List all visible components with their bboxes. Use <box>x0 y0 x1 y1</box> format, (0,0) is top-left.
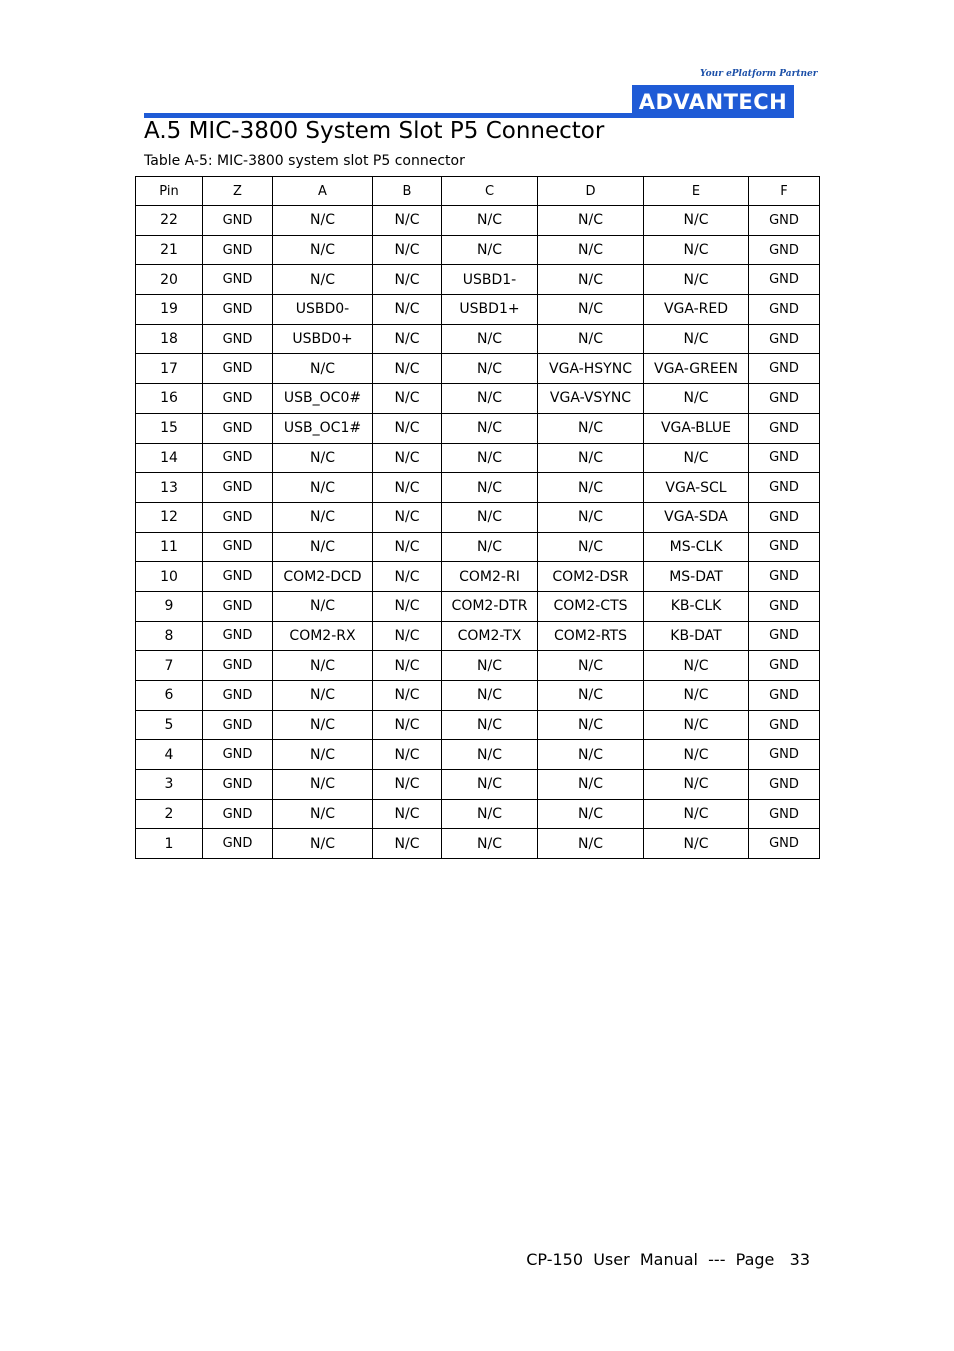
table-cell: N/C <box>442 710 538 740</box>
table-header-row <box>136 177 820 206</box>
table-cell: GND <box>203 235 273 265</box>
table-cell: GND <box>749 384 820 414</box>
table-cell: GND <box>203 354 273 384</box>
table-cell: KB-CLK <box>644 591 749 621</box>
table-cell: 17 <box>136 354 203 384</box>
table-cell: COM2-RI <box>442 562 538 592</box>
table-cell: GND <box>203 591 273 621</box>
table-cell: N/C <box>644 384 749 414</box>
table-cell: 22 <box>136 206 203 236</box>
table-cell: GND <box>749 235 820 265</box>
table-cell: 13 <box>136 473 203 503</box>
table-cell: GND <box>749 740 820 770</box>
table-cell: N/C <box>373 591 442 621</box>
table-cell: N/C <box>538 413 644 443</box>
table-cell: N/C <box>538 651 644 681</box>
table-cell: N/C <box>644 651 749 681</box>
table-cell: N/C <box>273 443 373 473</box>
table-cell: COM2-DTR <box>442 591 538 621</box>
table-cell: N/C <box>373 799 442 829</box>
table-cell: VGA-HSYNC <box>538 354 644 384</box>
table-cell: N/C <box>273 710 373 740</box>
table-row <box>136 740 820 770</box>
table-cell: GND <box>749 295 820 325</box>
table-cell: USBD1- <box>442 265 538 295</box>
table-cell: N/C <box>442 829 538 859</box>
table-cell: N/C <box>273 591 373 621</box>
table-cell: N/C <box>442 443 538 473</box>
table-row <box>136 770 820 800</box>
table-row <box>136 324 820 354</box>
table-cell: MS-CLK <box>644 532 749 562</box>
table-cell: N/C <box>273 740 373 770</box>
table-cell: N/C <box>442 681 538 711</box>
table-row <box>136 829 820 859</box>
table-cell: N/C <box>538 502 644 532</box>
table-cell: N/C <box>538 324 644 354</box>
column-header-e: E <box>644 177 749 206</box>
table-cell: N/C <box>373 770 442 800</box>
table-cell: N/C <box>273 651 373 681</box>
table-cell: GND <box>203 562 273 592</box>
table-cell: GND <box>203 324 273 354</box>
table-cell: 3 <box>136 770 203 800</box>
table-cell: VGA-RED <box>644 295 749 325</box>
column-header-a: A <box>273 177 373 206</box>
table-cell: GND <box>749 591 820 621</box>
table-cell: N/C <box>442 532 538 562</box>
table-cell: GND <box>203 621 273 651</box>
table-caption: Table A-5: MIC-3800 system slot P5 connector <box>144 153 465 169</box>
table-cell: USBD0- <box>273 295 373 325</box>
table-cell: N/C <box>273 829 373 859</box>
table-cell: GND <box>203 473 273 503</box>
table-cell: N/C <box>538 799 644 829</box>
table-cell: GND <box>203 651 273 681</box>
column-header-c: C <box>442 177 538 206</box>
table-cell: GND <box>203 740 273 770</box>
table-cell: 8 <box>136 621 203 651</box>
table-cell: GND <box>749 502 820 532</box>
table-row <box>136 621 820 651</box>
table-cell: GND <box>203 265 273 295</box>
table-cell: N/C <box>373 532 442 562</box>
table-cell: N/C <box>644 829 749 859</box>
table-cell: GND <box>203 710 273 740</box>
table-cell: N/C <box>442 651 538 681</box>
table-cell: GND <box>749 265 820 295</box>
table-cell: 19 <box>136 295 203 325</box>
table-cell: GND <box>203 799 273 829</box>
table-row <box>136 591 820 621</box>
table-cell: N/C <box>644 799 749 829</box>
table-cell: GND <box>749 681 820 711</box>
table-cell: 10 <box>136 562 203 592</box>
table-cell: N/C <box>442 324 538 354</box>
table-row <box>136 443 820 473</box>
table-cell: COM2-DCD <box>273 562 373 592</box>
table-row <box>136 354 820 384</box>
table-cell: 7 <box>136 651 203 681</box>
table-cell: N/C <box>373 265 442 295</box>
table-cell: GND <box>203 295 273 325</box>
table-cell: GND <box>749 473 820 503</box>
table-cell: N/C <box>644 324 749 354</box>
table-cell: 11 <box>136 532 203 562</box>
table-cell: COM2-RTS <box>538 621 644 651</box>
table-cell: N/C <box>373 295 442 325</box>
table-row <box>136 265 820 295</box>
table-cell: GND <box>749 413 820 443</box>
table-cell: N/C <box>373 473 442 503</box>
table-cell: N/C <box>442 235 538 265</box>
table-cell: USB_OC1# <box>273 413 373 443</box>
table-cell: N/C <box>538 443 644 473</box>
table-cell: N/C <box>373 206 442 236</box>
table-cell: N/C <box>373 651 442 681</box>
table-cell: COM2-RX <box>273 621 373 651</box>
table-cell: GND <box>749 354 820 384</box>
column-header-f: F <box>749 177 820 206</box>
table-cell: N/C <box>538 710 644 740</box>
table-cell: N/C <box>644 740 749 770</box>
table-cell: VGA-SDA <box>644 502 749 532</box>
table-cell: N/C <box>644 235 749 265</box>
table-cell: N/C <box>442 502 538 532</box>
table-row <box>136 473 820 503</box>
table-row <box>136 710 820 740</box>
table-row <box>136 235 820 265</box>
table-cell: USBD0+ <box>273 324 373 354</box>
table-cell: N/C <box>538 770 644 800</box>
table-body <box>136 206 820 859</box>
table-cell: 20 <box>136 265 203 295</box>
table-cell: N/C <box>373 324 442 354</box>
table-row <box>136 562 820 592</box>
table-row <box>136 206 820 236</box>
table-cell: N/C <box>273 532 373 562</box>
table-cell: N/C <box>538 235 644 265</box>
column-header-z: Z <box>203 177 273 206</box>
table-cell: GND <box>749 324 820 354</box>
table-cell: N/C <box>538 206 644 236</box>
table-cell: N/C <box>273 770 373 800</box>
table-row <box>136 681 820 711</box>
table-cell: N/C <box>644 770 749 800</box>
table-cell: 18 <box>136 324 203 354</box>
table-cell: 5 <box>136 710 203 740</box>
table-cell: GND <box>749 799 820 829</box>
brand-tagline: Your ePlatform Partner <box>700 69 818 79</box>
table-row <box>136 295 820 325</box>
table-cell: N/C <box>373 710 442 740</box>
table-cell: N/C <box>273 502 373 532</box>
table-cell: N/C <box>373 681 442 711</box>
column-header-pin: Pin <box>136 177 203 206</box>
table-cell: 16 <box>136 384 203 414</box>
table-row <box>136 532 820 562</box>
table-cell: VGA-SCL <box>644 473 749 503</box>
table-row <box>136 502 820 532</box>
table-cell: N/C <box>442 354 538 384</box>
section-title: A.5 MIC-3800 System Slot P5 Connector <box>144 118 605 144</box>
table-row <box>136 651 820 681</box>
table-cell: N/C <box>373 740 442 770</box>
table-cell: GND <box>203 532 273 562</box>
table-cell: N/C <box>273 354 373 384</box>
table-cell: N/C <box>538 265 644 295</box>
table-cell: N/C <box>644 265 749 295</box>
table-cell: 15 <box>136 413 203 443</box>
table-cell: 1 <box>136 829 203 859</box>
table-cell: N/C <box>273 799 373 829</box>
table-cell: GND <box>749 621 820 651</box>
table-cell: GND <box>203 681 273 711</box>
table-cell: N/C <box>644 206 749 236</box>
table-cell: N/C <box>538 295 644 325</box>
table-cell: N/C <box>442 799 538 829</box>
table-cell: N/C <box>273 473 373 503</box>
table-cell: N/C <box>538 740 644 770</box>
page-footer: CP-150 User Manual --- Page 33 <box>526 1250 810 1269</box>
table-cell: N/C <box>373 235 442 265</box>
table-cell: GND <box>203 770 273 800</box>
table-cell: MS-DAT <box>644 562 749 592</box>
table-cell: N/C <box>373 354 442 384</box>
table-cell: N/C <box>442 413 538 443</box>
table-cell: GND <box>749 562 820 592</box>
table-cell: N/C <box>538 473 644 503</box>
table-cell: N/C <box>442 740 538 770</box>
table-cell: GND <box>203 829 273 859</box>
table-cell: GND <box>203 206 273 236</box>
column-header-b: B <box>373 177 442 206</box>
table-cell: N/C <box>373 621 442 651</box>
table-cell: VGA-VSYNC <box>538 384 644 414</box>
table-cell: N/C <box>538 829 644 859</box>
table-cell: GND <box>749 710 820 740</box>
table-cell: USBD1+ <box>442 295 538 325</box>
table-cell: 12 <box>136 502 203 532</box>
table-cell: GND <box>749 829 820 859</box>
table-row <box>136 413 820 443</box>
table-cell: 21 <box>136 235 203 265</box>
table-cell: N/C <box>538 681 644 711</box>
table-cell: GND <box>203 502 273 532</box>
table-cell: N/C <box>644 443 749 473</box>
table-cell: GND <box>203 384 273 414</box>
table-cell: 2 <box>136 799 203 829</box>
table-cell: VGA-GREEN <box>644 354 749 384</box>
table-cell: KB-DAT <box>644 621 749 651</box>
table-cell: GND <box>749 770 820 800</box>
table-cell: N/C <box>273 206 373 236</box>
table-cell: COM2-DSR <box>538 562 644 592</box>
pin-assignment-table <box>135 176 820 859</box>
table-cell: GND <box>749 443 820 473</box>
table-cell: GND <box>749 651 820 681</box>
table-cell: N/C <box>373 502 442 532</box>
table-cell: N/C <box>273 265 373 295</box>
table-cell: 6 <box>136 681 203 711</box>
table-cell: N/C <box>442 384 538 414</box>
table-cell: GND <box>749 206 820 236</box>
table-cell: N/C <box>442 770 538 800</box>
table-cell: N/C <box>273 235 373 265</box>
table-cell: 4 <box>136 740 203 770</box>
table-cell: N/C <box>373 829 442 859</box>
table-cell: 14 <box>136 443 203 473</box>
table-cell: COM2-CTS <box>538 591 644 621</box>
table-row <box>136 799 820 829</box>
column-header-d: D <box>538 177 644 206</box>
table-cell: COM2-TX <box>442 621 538 651</box>
table-cell: N/C <box>373 413 442 443</box>
table-cell: N/C <box>538 532 644 562</box>
table-cell: N/C <box>442 206 538 236</box>
table-cell: USB_OC0# <box>273 384 373 414</box>
table-cell: N/C <box>373 562 442 592</box>
table-cell: 9 <box>136 591 203 621</box>
table-cell: N/C <box>373 443 442 473</box>
table-cell: GND <box>203 443 273 473</box>
table-cell: N/C <box>644 681 749 711</box>
table-cell: VGA-BLUE <box>644 413 749 443</box>
table-cell: N/C <box>373 384 442 414</box>
table-row <box>136 384 820 414</box>
table-cell: N/C <box>644 710 749 740</box>
table-cell: GND <box>749 532 820 562</box>
table-cell: N/C <box>273 681 373 711</box>
table-cell: N/C <box>442 473 538 503</box>
advantech-logo: ADVANTECH <box>632 85 794 118</box>
table-cell: GND <box>203 413 273 443</box>
